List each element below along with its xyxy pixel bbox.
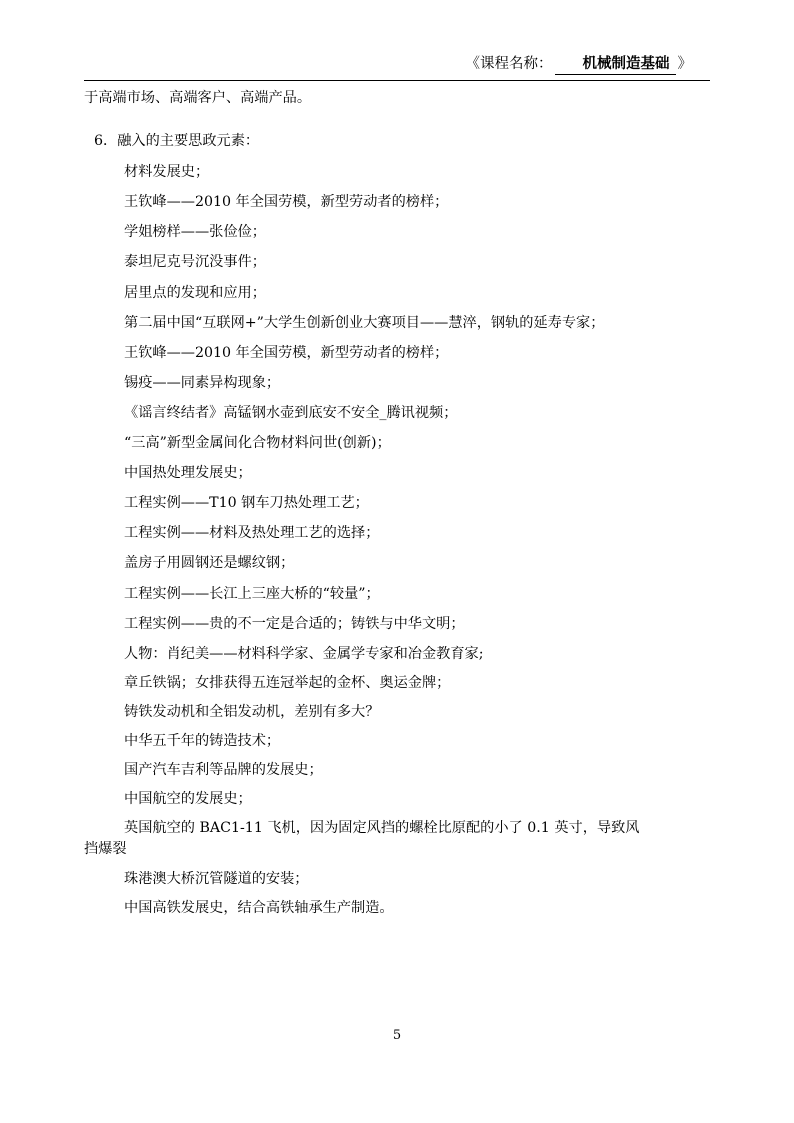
header-label-open: 《课程名称： bbox=[465, 56, 553, 72]
list-item: 材料发展史； bbox=[124, 164, 210, 181]
list-item: 王钦峰——2010 年全国劳模，新型劳动者的榜样； bbox=[124, 194, 449, 211]
list-item: 国产汽车吉利等品牌的发展史； bbox=[124, 762, 323, 779]
list-item: 珠港澳大桥沉管隧道的安装； bbox=[124, 870, 309, 887]
list-item: 《谣言终结者》高锰钢水壶到底安不安全_腾讯视频； bbox=[124, 404, 458, 421]
page-footer bbox=[0, 1028, 794, 1043]
page-header bbox=[84, 52, 710, 82]
list-item: 王钦峰——2010 年全国劳模，新型劳动者的榜样； bbox=[124, 344, 449, 361]
list-item: 工程实例——T10 钢车刀热处理工艺； bbox=[124, 495, 369, 512]
header-course-name: 机械制造基础 bbox=[555, 52, 676, 75]
list-item: 盖房子用圆钢还是螺纹钢； bbox=[124, 555, 295, 572]
list-item: 工程实例——贵的不一定是合适的；铸铁与中华文明； bbox=[124, 615, 465, 632]
header-course-field bbox=[84, 52, 710, 75]
list-item: 中国高铁发展史，结合高铁轴承生产制造。 bbox=[124, 900, 394, 917]
continuation-line: 于高端市场、高端客户、高端产品。 bbox=[84, 90, 312, 106]
list-item: 中国航空的发展史； bbox=[124, 791, 252, 808]
list-item: 工程实例——长江上三座大桥的“较量”； bbox=[124, 585, 380, 602]
list-item: 第二届中国“互联网+”大学生创新创业大赛项目——慧淬，钢轨的延寿专家； bbox=[124, 314, 605, 331]
list-item-wrapped-second: 挡爆裂 bbox=[84, 840, 127, 857]
list-item: 泰坦尼克号沉没事件； bbox=[124, 254, 266, 271]
header-divider bbox=[84, 80, 710, 81]
list-item: 中华五千年的铸造技术； bbox=[124, 732, 281, 749]
list-item: 学姐榜样——张俭俭； bbox=[124, 224, 266, 241]
document-body bbox=[84, 86, 710, 927]
list-item-wrapped-first: 英国航空的 BAC1-11 飞机，因为固定风挡的螺栓比原配的小了 0.1 英寸，导致风 bbox=[124, 820, 640, 837]
header-label-close: 》 bbox=[677, 56, 692, 72]
list-item: 人物：肖纪美——材料科学家、金属学专家和冶金教育家; bbox=[124, 645, 484, 662]
list-item: 中国热处理发展史； bbox=[124, 465, 252, 482]
list-item: “三高”新型金属间化合物材料问世(创新)； bbox=[124, 435, 391, 452]
list-item: 锡疫——同素异构现象； bbox=[124, 374, 281, 391]
list-item: 居里点的发现和应用； bbox=[124, 284, 266, 301]
list-item: 铸铁发动机和全铝发动机，差别有多大？ bbox=[124, 703, 380, 720]
section-heading: 6．融入的主要思政元素： bbox=[94, 132, 260, 149]
list-item: 工程实例——材料及热处理工艺的选择； bbox=[124, 525, 380, 542]
page-number: 5 bbox=[392, 1028, 402, 1043]
list-item: 章丘铁锅；女排获得五连冠举起的金杯、奥运金牌； bbox=[124, 674, 451, 691]
